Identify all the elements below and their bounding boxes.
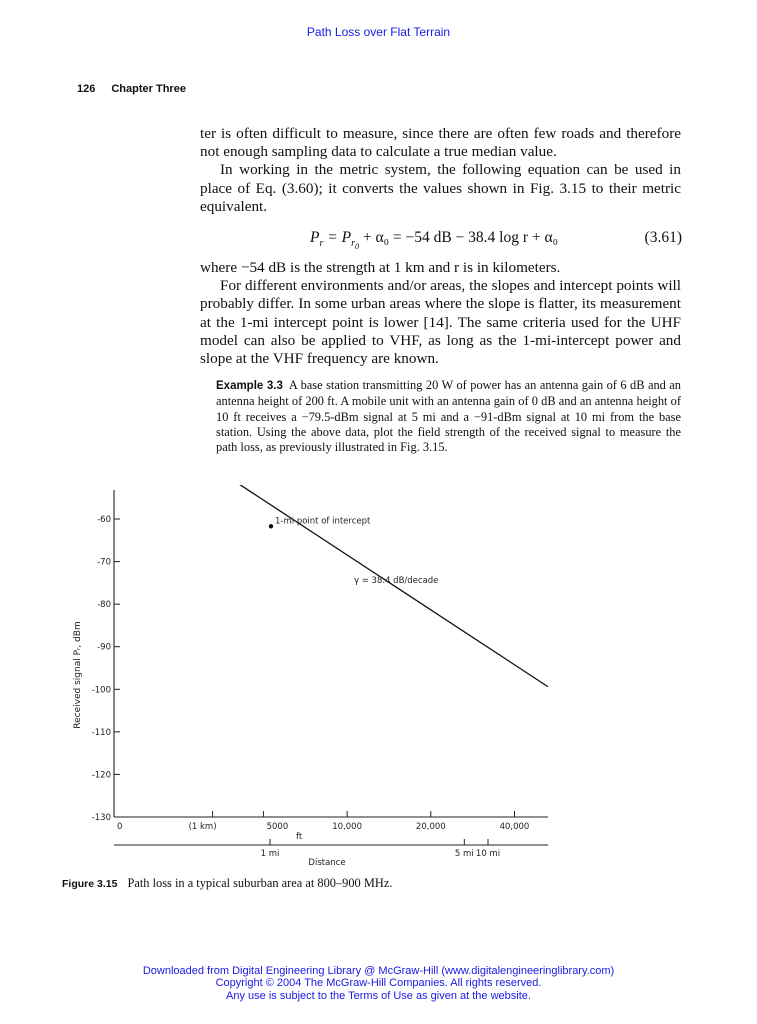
x-ft-label: ft: [296, 832, 303, 842]
header-link[interactable]: Path Loss over Flat Terrain: [306, 25, 451, 39]
x-ft-tick-label: 0: [117, 822, 123, 832]
example-3-3: [216, 378, 681, 455]
running-head: [77, 83, 186, 95]
x-ft-tick-label: (1 km): [188, 822, 217, 832]
page-number: 126: [77, 83, 96, 95]
paragraph: For different environments and/or areas, the slopes and intercept points will probably differ. In some urban areas where the slope is flatter, its measurement at the 1-mi intercept point is lower [14]. The same criteria used for the UHF model can also be applied to VHF, as long as the 1-mi-intercept power and slope at the VHF frequency are known.: [200, 277, 681, 368]
y-tick-label: -90: [97, 642, 111, 653]
caption-label: Figure 3.15: [62, 878, 118, 890]
x-ft-tick-label: 20,000: [415, 822, 446, 832]
y-tick-label: -70: [97, 557, 111, 568]
footer-line-2: Copyright © 2004 The McGraw-Hill Companies. All rights reserved.: [215, 977, 542, 990]
y-tick-label: -80: [97, 600, 111, 611]
eq-lhs-sub: r: [319, 238, 324, 250]
equation-number: (3.61): [644, 229, 682, 246]
x-ft-tick-label: 40,000: [499, 822, 530, 832]
example-label: Example 3.3: [216, 380, 283, 392]
paragraph-block-2: [200, 259, 681, 368]
y-axis-label: Received signal Pᵣ, dBm: [73, 621, 83, 729]
caption-text: Path loss in a typical suburban area at 800–900 MHz.: [127, 876, 393, 890]
y-tick-label: -100: [91, 685, 111, 696]
paragraph-block-1: [200, 125, 681, 216]
x-axis-label: Distance: [308, 858, 346, 868]
example-text: A base station transmitting 20 W of power has an antenna gain of 6 dB and an antenna height of 200 ft. A mobile unit with an antenna gain of 0 dB and an antenna height of 10 ft receives a −79.5-dBm signal at 5 mi and a −91-dBm signal at 10 mi from the base station. Using the above data, plot the field strength of the received signal to measure the path loss, as previously illustrated in Fig. 3.15.: [216, 378, 682, 455]
footer: [0, 965, 757, 1002]
footer-line-3[interactable]: Any use is subject to the Terms of Use as given at the website.: [226, 989, 531, 1002]
x-mi-tick-label: 10 mi: [475, 849, 501, 859]
annotation-intercept: 1-mi point of intercept: [275, 516, 371, 527]
y-tick-label: -120: [91, 770, 111, 781]
chapter-title: Chapter Three: [111, 83, 186, 95]
x-ft-tick-label: 10,000: [332, 822, 362, 832]
x-ft-tick-label: 5000: [266, 822, 289, 832]
paragraph: where −54 dB is the strength at 1 km and r is in kilometers.: [200, 259, 561, 276]
y-tick-label: -60: [97, 515, 111, 525]
eq-mid: = P: [323, 229, 352, 246]
x-mi-tick-label: 5 mi: [454, 849, 474, 859]
footer-line-1[interactable]: Downloaded from Digital Engineering Library @ McGraw-Hill (www.digitalengineeringlibrary.com): [142, 965, 615, 977]
path-loss-chart: [60, 485, 560, 875]
figure-3-15: [60, 485, 560, 875]
eq-mid-subsub: 0: [354, 242, 359, 252]
paragraph: In working in the metric system, the following equation can be used in place of Eq. (3.60); it converts the values shown in Fig. 3.15 to their metric equivalent.: [200, 161, 681, 215]
eq-lhs: P: [310, 229, 320, 246]
y-tick-label: -130: [91, 813, 111, 823]
eq-mid-sub: r: [351, 238, 355, 250]
annotation-slope: γ = 38.4 dB/decade: [354, 576, 439, 586]
eq-rest: + α₀ = −54 dB − 38.4 log r + α₀: [358, 229, 559, 246]
intercept-point: [269, 524, 273, 528]
figure-caption: [62, 876, 392, 891]
x-mi-tick-label: 1 mi: [260, 849, 280, 859]
paragraph: ter is often difficult to measure, since there are often few roads and therefore not enough sampling data to calculate a true median value.: [200, 125, 681, 161]
y-tick-label: -110: [91, 727, 111, 738]
equation-3-61: [310, 229, 682, 251]
